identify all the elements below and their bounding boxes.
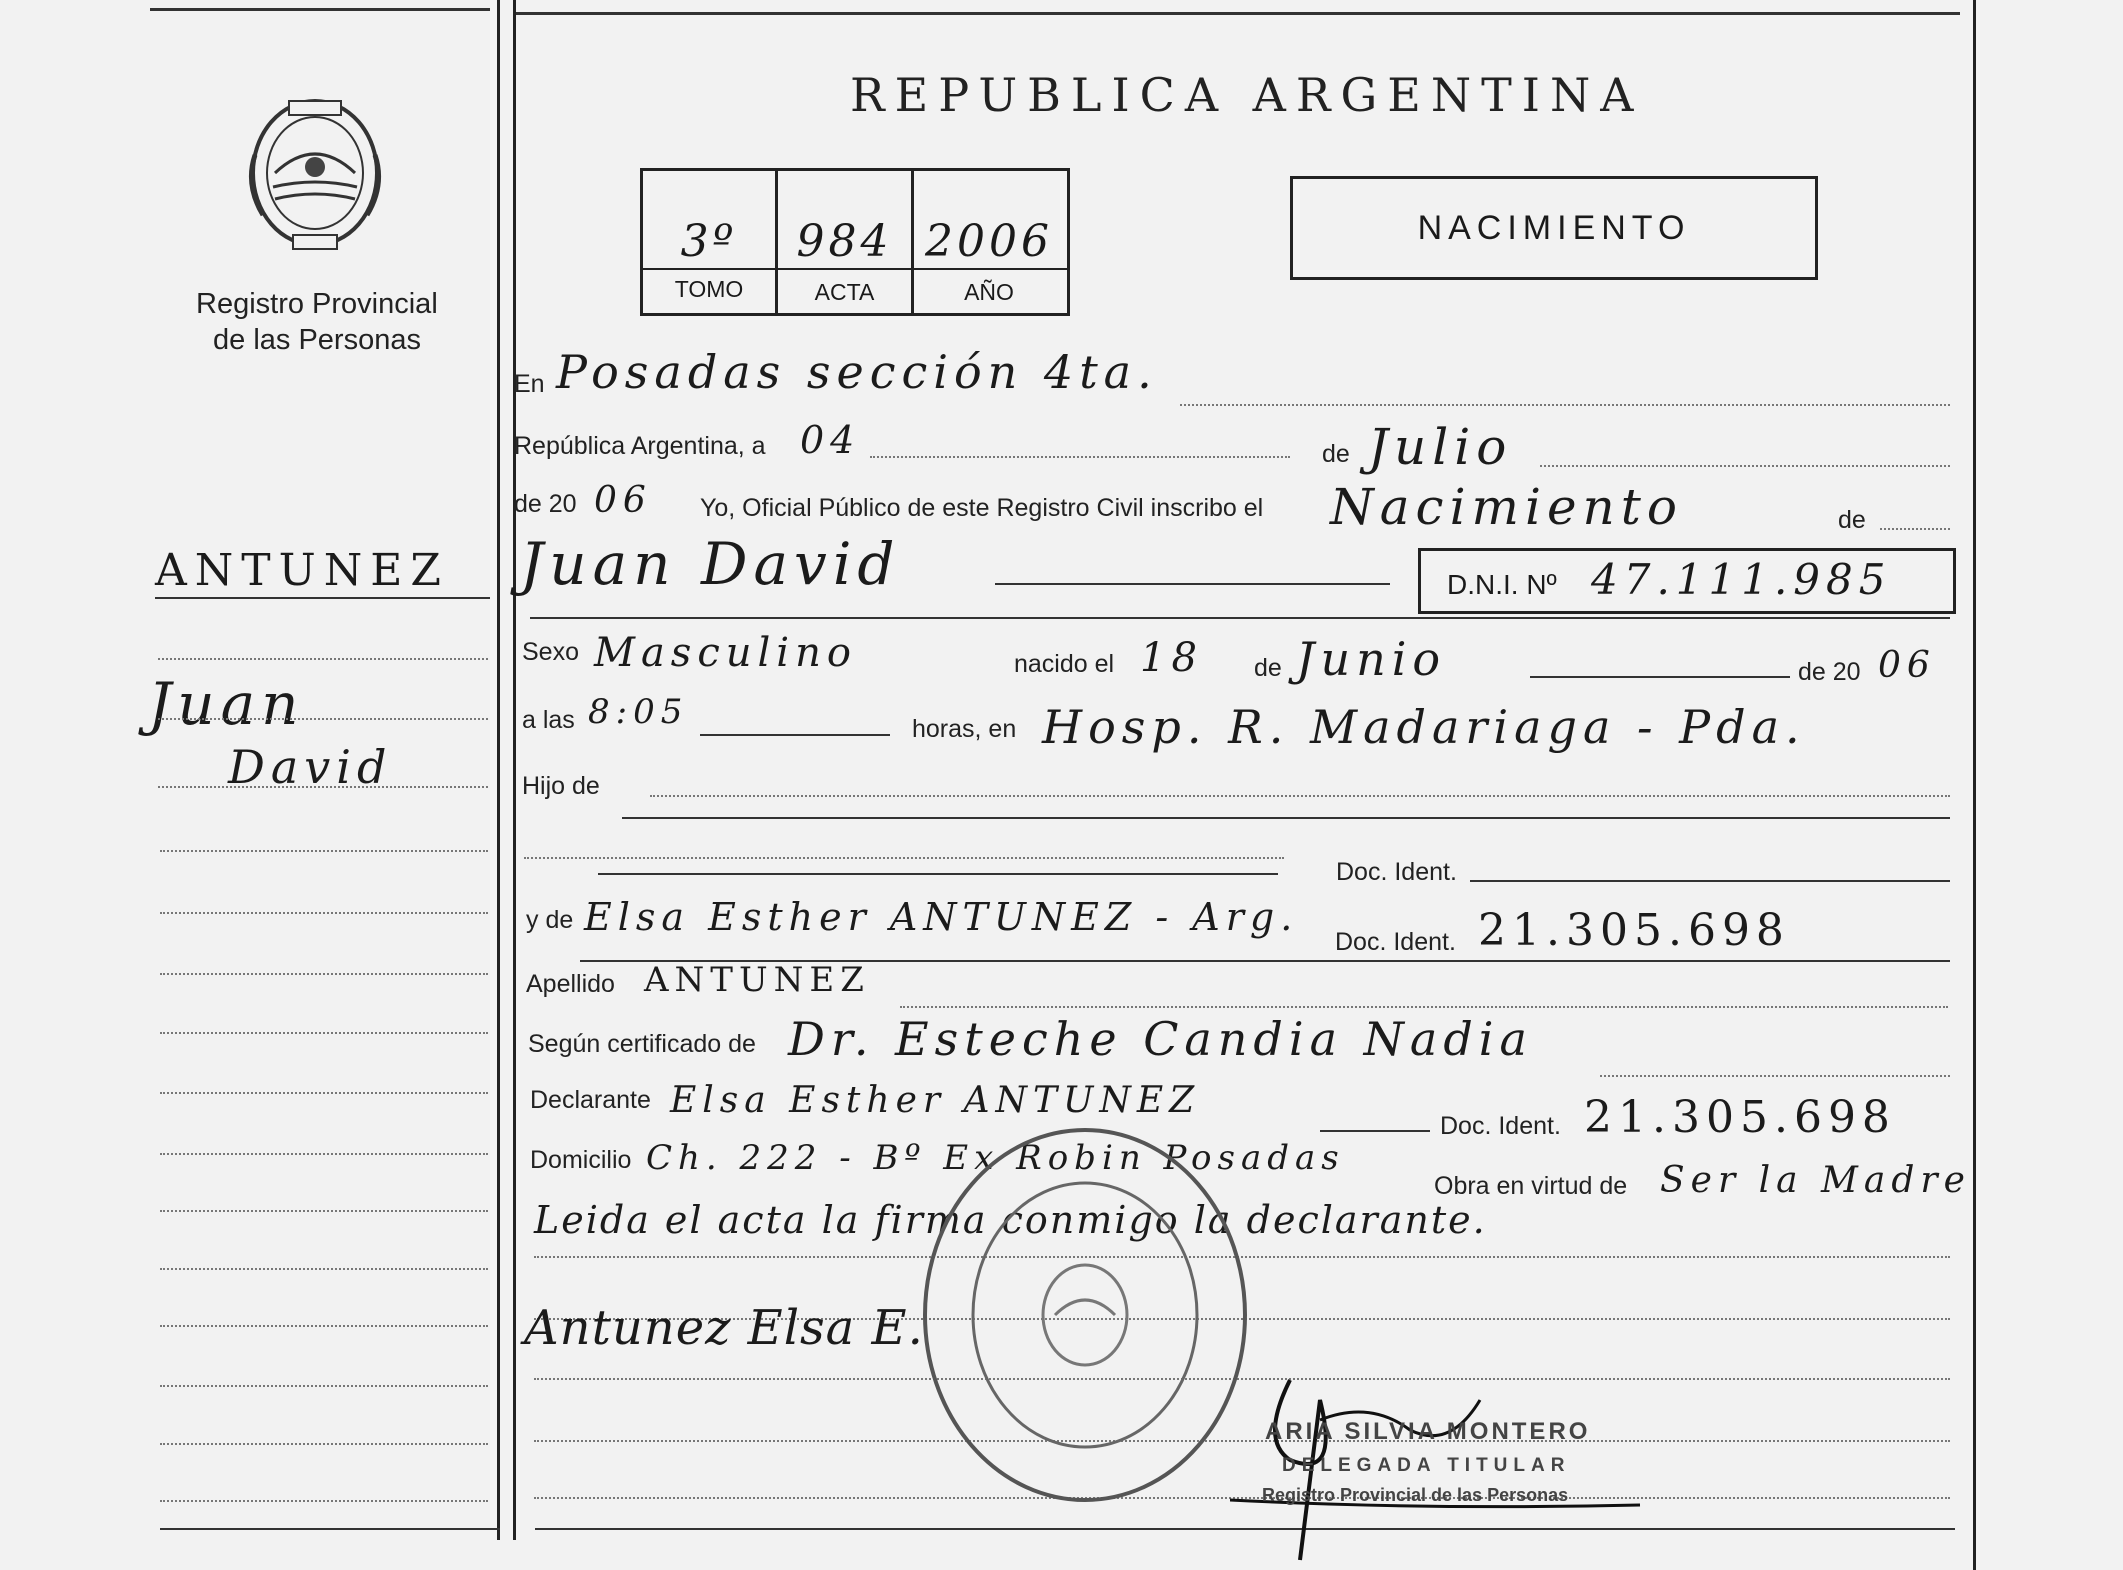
father-line-1: [650, 795, 1950, 797]
sidebar-line: [160, 1385, 488, 1387]
sidebar-given-name-2: David: [228, 740, 393, 794]
sidebar-line: [160, 1153, 488, 1155]
oficial-label: Yo, Oficial Público de este Registro Civil inscribo el: [700, 494, 1264, 522]
yde-label: y de: [526, 906, 574, 934]
declarante-doc-value: 21.305.698: [1584, 1092, 1896, 1143]
birth-year-value: 06: [1878, 645, 1936, 686]
tomo-value: 3º: [680, 216, 738, 267]
birth-month-value: Junio: [1296, 632, 1447, 686]
sidebar-line: [160, 1092, 488, 1094]
birth-place-value: Hosp. R. Madariaga - Pda.: [1042, 700, 1806, 754]
official-title: DELEGADA TITULAR: [1282, 1455, 1571, 1476]
nacido-label: nacido el: [1014, 650, 1115, 678]
record-type-box: [1290, 176, 1818, 280]
form-left-border: [513, 0, 516, 1540]
registry-name-line2: de las Personas: [213, 324, 421, 356]
place-line: [1180, 404, 1950, 406]
declarante-value: Elsa Esther ANTUNEZ: [670, 1080, 1201, 1121]
mother-signature: Antunez Elsa E.: [524, 1300, 924, 1356]
sidebar-line: [160, 973, 488, 975]
day-line: [870, 456, 1290, 458]
domicilio-label: Domicilio: [530, 1146, 632, 1174]
father-line-3: [524, 857, 1284, 859]
day-value: 04: [800, 418, 861, 462]
sidebar-line: [158, 718, 488, 720]
top-rule-right: [515, 12, 1960, 15]
registry-name-line1: Registro Provincial: [196, 288, 438, 320]
sidebar-surname-rule: [155, 597, 490, 599]
apellido-value: ANTUNEZ: [644, 960, 870, 1000]
father-line-4: [598, 873, 1278, 875]
act-line: [1880, 528, 1950, 530]
apellido-label: Apellido: [526, 970, 615, 998]
birth-time-value: 8:05: [588, 692, 689, 732]
record-table: [640, 168, 1070, 316]
left-column-divider: [497, 0, 500, 1540]
dni-box: [1418, 548, 1956, 614]
sidebar-line: [160, 1443, 488, 1445]
bottom-rule-left: [160, 1528, 500, 1530]
alas-label: a las: [522, 706, 575, 734]
act-de-label: de: [1838, 506, 1866, 534]
tomo-label: TOMO: [674, 276, 744, 302]
mother-name-value: Elsa Esther ANTUNEZ - Arg.: [584, 895, 1299, 939]
sidebar-given-name-1: Juan: [148, 670, 305, 738]
official-org: Registro Provincial de las Personas: [1262, 1485, 1569, 1505]
official-stamp-icon: [915, 1115, 1255, 1515]
sidebar-line: [160, 912, 488, 914]
segun-label: Según certificado de: [528, 1030, 756, 1058]
hijo-label: Hijo de: [522, 772, 600, 800]
domicilio-value: Ch. 222 - Bº Ex Robin Posadas: [646, 1138, 1345, 1178]
sidebar-line: [160, 1268, 488, 1270]
declarante-doc-label: Doc. Ident.: [1440, 1112, 1561, 1140]
sidebar-line: [160, 1500, 488, 1502]
anio-label: AÑO: [964, 279, 1014, 305]
birth-day-value: 18: [1140, 635, 1203, 681]
apellido-line: [900, 1006, 1948, 1008]
anio-value: 2006: [925, 216, 1053, 267]
dni-label: D.N.I. Nº: [1447, 569, 1557, 600]
leida-line: Leida el acta la firma conmigo la declarante.: [534, 1198, 1487, 1242]
dni-value: 47.111.985: [1591, 555, 1892, 604]
sidebar-line: [158, 658, 488, 660]
birth-time-line: [700, 734, 890, 736]
record-type: NACIMIENTO: [1417, 209, 1691, 247]
certificado-value: Dr. Esteche Candia Nadia: [788, 1012, 1533, 1066]
en-label: En: [514, 370, 545, 398]
month-value: Julio: [1368, 418, 1513, 476]
sexo-label: Sexo: [522, 638, 579, 666]
sidebar-line: [158, 786, 488, 788]
year-suffix-value: 06: [594, 480, 652, 521]
father-doc-label: Doc. Ident.: [1336, 858, 1457, 886]
place-value: Posadas sección 4ta.: [556, 345, 1158, 399]
obra-label: Obra en virtud de: [1434, 1172, 1628, 1200]
child-name-value: Juan David: [520, 530, 901, 598]
child-name-line: [995, 583, 1390, 585]
form-right-border: [1973, 0, 1976, 1570]
dni-underline: [530, 617, 1950, 619]
birth-year-label: de 20: [1798, 658, 1861, 686]
sexo-value: Masculino: [594, 630, 857, 676]
acta-label: ACTA: [814, 279, 875, 305]
horas-label: horas, en: [912, 715, 1017, 743]
act-type-value: Nacimiento: [1330, 478, 1683, 536]
sidebar-line: [160, 1032, 488, 1034]
year-prefix-label: de 20: [514, 490, 577, 518]
acta-value: 984: [796, 216, 893, 267]
father-doc-line: [1470, 880, 1950, 882]
birth-de-label: de: [1254, 654, 1282, 682]
republica-label: República Argentina, a: [514, 432, 766, 460]
top-rule-left: [150, 8, 490, 11]
obra-value: Ser la Madre: [1660, 1160, 1971, 1201]
certificado-line: [1600, 1075, 1950, 1077]
sidebar-line: [160, 1210, 488, 1212]
official-name: ARIA SILVIA MONTERO: [1265, 1418, 1591, 1445]
mother-doc-value: 21.305.698: [1478, 905, 1790, 956]
sidebar-line: [160, 850, 488, 852]
sidebar-surname: ANTUNEZ: [155, 545, 449, 596]
declarante-line: [1320, 1130, 1430, 1132]
mother-doc-label: Doc. Ident.: [1335, 928, 1456, 956]
month-de-label: de: [1322, 440, 1350, 468]
birth-month-line: [1530, 676, 1790, 678]
sidebar-line: [160, 1325, 488, 1327]
father-line-2: [622, 817, 1950, 819]
country-title: REPUBLICA ARGENTINA: [850, 68, 1644, 122]
month-line: [1540, 465, 1950, 467]
declarante-label: Declarante: [530, 1086, 651, 1114]
provincial-seal-icon: [245, 95, 385, 260]
